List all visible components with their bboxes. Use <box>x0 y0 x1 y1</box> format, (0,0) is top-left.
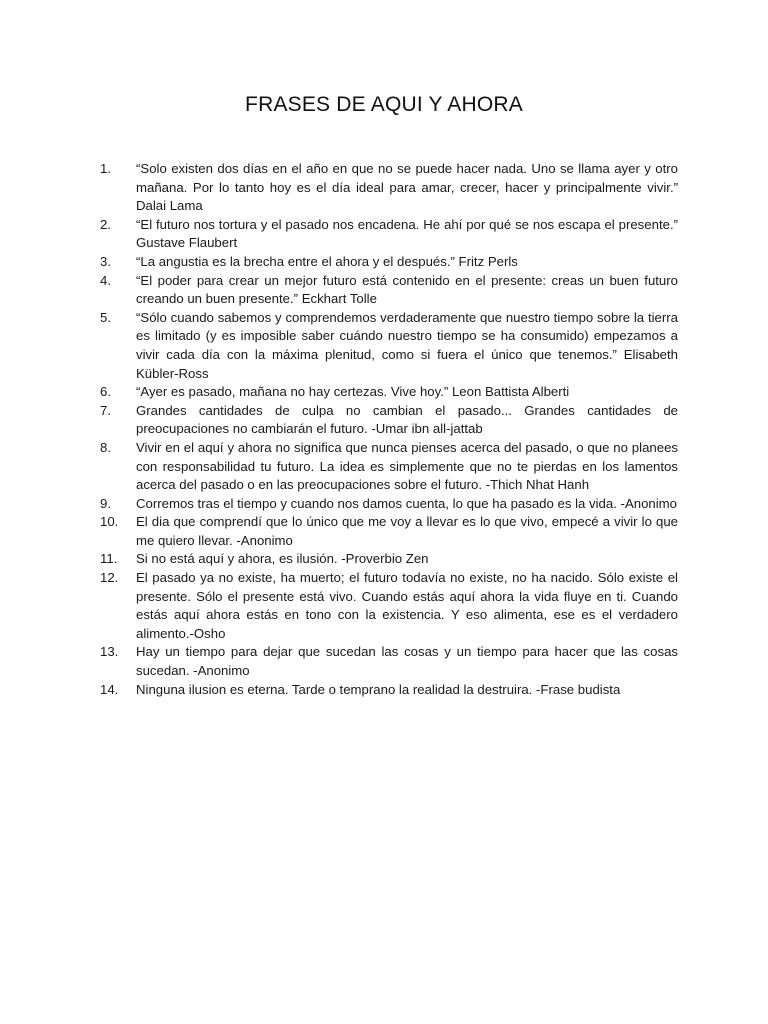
quote-text: Hay un tiempo para dejar que sucedan las cosas y un tiempo para hacer que las cosas sucedan. -Anonimo <box>136 644 678 679</box>
quote-item <box>100 402 678 439</box>
quote-number: 12. <box>100 570 119 586</box>
quote-item <box>100 439 678 495</box>
quote-number: 10. <box>100 514 119 530</box>
quote-text: El pasado ya no existe, ha muerto; el futuro todavía no existe, no ha nacido. Sólo existe el presente. Sólo el presente está vivo. Cuando estás aquí ahora la vida fluye en ti. Cuando estás aquí ahora estás en tono con la existencia. Y eso alimenta, ese es el verdadero alimento.-Osho <box>136 570 678 641</box>
quote-item <box>100 272 678 309</box>
quote-text: “El futuro nos tortura y el pasado nos encadena. He ahí por qué se nos escapa el presente.” Gustave Flaubert <box>136 216 678 251</box>
quote-list <box>100 160 678 699</box>
quote-text: Grandes cantidades de culpa no cambian el pasado... Grandes cantidades de preocupaciones no cambiarán el futuro. -Umar ibn all-jattab <box>136 402 678 437</box>
page-title: FRASES DE AQUI Y AHORA <box>245 93 523 116</box>
quote-item <box>100 643 678 680</box>
quote-text: “El poder para crear un mejor futuro está contenido en el presente: creas un buen futuro creando un buen presente.” Eckhart Tolle <box>136 272 678 307</box>
quote-item <box>100 309 678 383</box>
quote-text: “Ayer es pasado, mañana no hay certezas. Vive hoy.” Leon Battista Alberti <box>136 384 570 400</box>
quote-item <box>100 681 678 700</box>
quote-item <box>100 216 678 253</box>
quote-number: 1. <box>100 161 111 176</box>
quote-number: 9. <box>100 495 111 511</box>
quote-item <box>100 550 678 569</box>
quote-number: 3. <box>100 253 111 269</box>
quote-number: 11. <box>100 551 118 567</box>
quote-text: El dia que comprendí que lo único que me voy a llevar es lo que vivo, empecé a vivir lo que me quiero llevar. -Anonimo <box>136 514 678 548</box>
quote-number: 6. <box>100 384 111 400</box>
quote-item <box>100 513 678 550</box>
quote-number: 5. <box>100 309 111 325</box>
quote-text: Si no está aquí y ahora, es ilusión. -Proverbio Zen <box>136 551 429 567</box>
quote-text: Ninguna ilusion es eterna. Tarde o temprano la realidad la destruira. -Frase budista <box>136 681 621 697</box>
quote-number: 4. <box>100 272 111 288</box>
quote-item <box>100 383 678 402</box>
quote-number: 7. <box>100 402 111 418</box>
quote-item <box>100 253 678 272</box>
quote-number: 2. <box>100 216 111 232</box>
quote-item <box>100 160 678 216</box>
quote-item <box>100 495 678 514</box>
quote-item <box>100 569 678 643</box>
quote-number: 13. <box>100 644 119 660</box>
quote-text: “La angustia es la brecha entre el ahora y el después.” Fritz Perls <box>136 253 518 269</box>
quote-text: Corremos tras el tiempo y cuando nos damos cuenta, lo que ha pasado es la vida. -Anonimo <box>136 495 677 511</box>
quote-text: “Solo existen dos días en el año en que no se puede hacer nada. Uno se llama ayer y otro mañana. Por lo tanto hoy es el día ideal para amar, crecer, hacer y principalmente vivir.” Dalai Lama <box>136 161 678 214</box>
quote-number: 8. <box>100 439 111 455</box>
quote-text: “Sólo cuando sabemos y comprendemos verdaderamente que nuestro tiempo sobre la tierra es limitado (y es imposible saber cuándo nuestro tiempo se ha consumido) empezamos a vivir cada día con la máxima plenitud, como si fuera el único que tenemos.” Elisabeth Kübler-Ross <box>136 309 678 381</box>
quote-text: Vivir en el aquí y ahora no significa que nunca pienses acerca del pasado, o que no planees con responsabilidad tu futuro. La idea es simplemente que no te pierdas en los lamentos acerca del pasado o en las preocupaciones sobre el futuro. -Thich Nhat Hanh <box>136 439 678 493</box>
quote-number: 14. <box>100 681 119 697</box>
